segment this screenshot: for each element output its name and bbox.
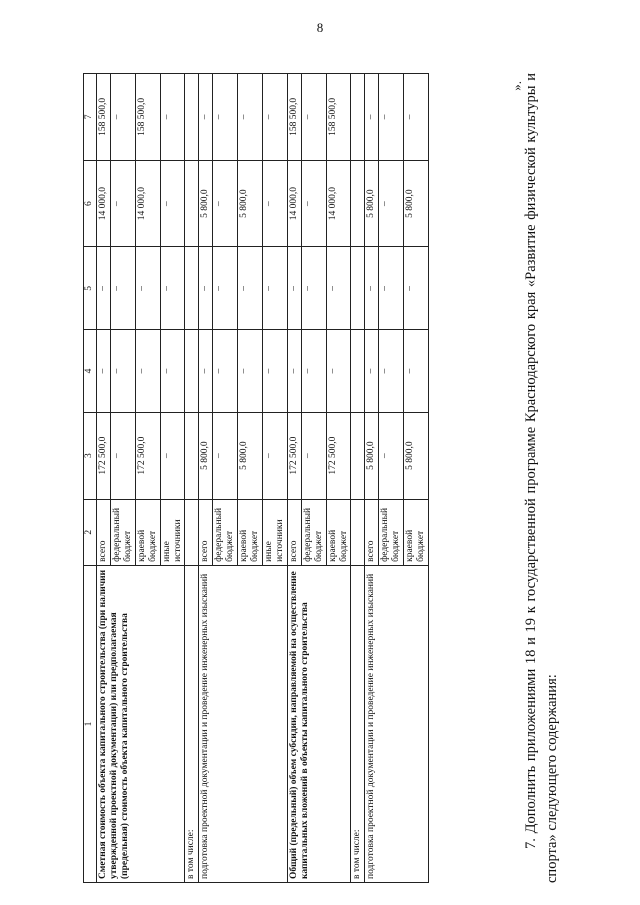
amount-cell: – <box>199 74 213 161</box>
amount-cell: 172 500,0 <box>97 412 111 499</box>
amount-cell: – <box>213 412 238 499</box>
empty-cell <box>351 499 365 565</box>
indicator-name: Сметная стоимость объекта капитального строительства (при наличии утвержденной проектной документации) или предполагаемая (предельная) стоимость объекта капитального строительства <box>97 565 185 882</box>
amount-cell: 172 500,0 <box>326 412 351 499</box>
funding-source: федеральный бюджет <box>110 499 135 565</box>
amount-cell: – <box>160 160 185 247</box>
empty-cell <box>185 160 199 247</box>
amount-cell: 5 800,0 <box>238 412 263 499</box>
amount-cell: – <box>213 330 238 413</box>
amount-cell: – <box>199 330 213 413</box>
amount-cell: – <box>110 74 135 161</box>
column-number: 4 <box>84 330 97 413</box>
amount-cell: – <box>365 74 379 161</box>
amount-cell: – <box>213 247 238 330</box>
funding-source: иные источники <box>262 499 287 565</box>
table-row <box>97 74 111 883</box>
amount-cell: 5 800,0 <box>404 412 429 499</box>
amount-cell: – <box>262 412 287 499</box>
table-row <box>351 74 365 883</box>
amount-cell: – <box>135 247 160 330</box>
amount-cell: 5 800,0 <box>199 412 213 499</box>
table-row <box>199 74 213 883</box>
table-row <box>287 74 301 883</box>
amount-cell: 14 000,0 <box>287 160 301 247</box>
amount-cell: – <box>110 330 135 413</box>
amount-cell: – <box>287 330 301 413</box>
indicator-name: подготовка проектной документации и проведение инженерных изысканий <box>365 565 429 882</box>
amount-cell: – <box>301 160 326 247</box>
amount-cell: 158 500,0 <box>326 74 351 161</box>
funding-source: краевой бюджет <box>238 499 263 565</box>
amount-cell: 5 800,0 <box>404 160 429 247</box>
funding-source: федеральный бюджет <box>213 499 238 565</box>
amount-cell: – <box>160 412 185 499</box>
header-row <box>84 74 97 883</box>
amount-cell: – <box>262 247 287 330</box>
amount-cell: 5 800,0 <box>365 160 379 247</box>
subsection-label: в том числе: <box>351 565 365 882</box>
funding-source: федеральный бюджет <box>301 499 326 565</box>
amount-cell: 172 500,0 <box>287 412 301 499</box>
amount-cell: – <box>379 247 404 330</box>
amount-cell: – <box>238 74 263 161</box>
amount-cell: – <box>199 247 213 330</box>
amount-cell: – <box>379 74 404 161</box>
funding-source: всего <box>97 499 111 565</box>
subsection-label: в том числе: <box>185 565 199 882</box>
amount-cell: – <box>135 330 160 413</box>
amount-cell: 5 800,0 <box>199 160 213 247</box>
amount-cell: – <box>110 247 135 330</box>
amount-cell: – <box>404 247 429 330</box>
amount-cell: – <box>301 74 326 161</box>
amount-cell: – <box>301 412 326 499</box>
amount-cell: – <box>97 330 111 413</box>
amount-cell: – <box>262 330 287 413</box>
closing-quote: ». <box>509 81 524 91</box>
amendment-paragraph: 7. Дополнить приложениями 18 и 19 к государственной программе Краснодарского края «Развитие физической культуры и спорта» следующего содержания: <box>523 73 560 883</box>
amount-cell: 172 500,0 <box>135 412 160 499</box>
empty-cell <box>185 330 199 413</box>
empty-cell <box>351 160 365 247</box>
funding-table <box>83 73 429 883</box>
column-number: 5 <box>84 247 97 330</box>
funding-source: федеральный бюджет <box>379 499 404 565</box>
amount-cell: – <box>262 160 287 247</box>
amount-cell: – <box>326 330 351 413</box>
column-number: 3 <box>84 412 97 499</box>
column-number: 2 <box>84 499 97 565</box>
column-number: 7 <box>84 74 97 161</box>
amount-cell: – <box>326 247 351 330</box>
amount-cell: 158 500,0 <box>97 74 111 161</box>
amount-cell: 14 000,0 <box>135 160 160 247</box>
amount-cell: 5 800,0 <box>365 412 379 499</box>
amount-cell: – <box>110 412 135 499</box>
rotated-content <box>83 73 560 883</box>
funding-source: краевой бюджет <box>326 499 351 565</box>
amount-cell: – <box>301 330 326 413</box>
funding-source: краевой бюджет <box>135 499 160 565</box>
page-number: 8 <box>316 20 324 35</box>
amount-cell: – <box>404 330 429 413</box>
funding-source: всего <box>365 499 379 565</box>
amount-cell: 5 800,0 <box>238 160 263 247</box>
amount-cell: – <box>238 247 263 330</box>
amount-cell: – <box>365 330 379 413</box>
amount-cell: – <box>404 74 429 161</box>
funding-source: всего <box>199 499 213 565</box>
amount-cell: – <box>287 247 301 330</box>
empty-cell <box>351 412 365 499</box>
column-number: 1 <box>84 565 97 882</box>
funding-source: всего <box>287 499 301 565</box>
amount-cell: – <box>379 160 404 247</box>
table-row <box>365 74 379 883</box>
table-row <box>185 74 199 883</box>
funding-source: иные источники <box>160 499 185 565</box>
indicator-name: Общий (предельный) объем субсидии, направляемой на осуществление капитальных вложений в объекты капитального строительства <box>287 565 351 882</box>
amount-cell: – <box>160 247 185 330</box>
empty-cell <box>185 412 199 499</box>
amount-cell: – <box>238 330 263 413</box>
amount-cell: – <box>262 74 287 161</box>
empty-cell <box>351 74 365 161</box>
amount-cell: – <box>110 160 135 247</box>
amount-cell: – <box>160 330 185 413</box>
amount-cell: – <box>379 412 404 499</box>
empty-cell <box>185 74 199 161</box>
amount-cell: – <box>213 74 238 161</box>
empty-cell <box>185 247 199 330</box>
amount-cell: – <box>365 247 379 330</box>
indicator-name: подготовка проектной документации и проведение инженерных изысканий <box>199 565 287 882</box>
column-number: 6 <box>84 160 97 247</box>
empty-cell <box>185 499 199 565</box>
amount-cell: 158 500,0 <box>287 74 301 161</box>
amount-cell: – <box>379 330 404 413</box>
amount-cell: 14 000,0 <box>97 160 111 247</box>
amount-cell: – <box>160 74 185 161</box>
amount-cell: – <box>301 247 326 330</box>
empty-cell <box>351 330 365 413</box>
funding-source: краевой бюджет <box>404 499 429 565</box>
amount-cell: 14 000,0 <box>326 160 351 247</box>
amount-cell: – <box>97 247 111 330</box>
amount-cell: – <box>213 160 238 247</box>
empty-cell <box>351 247 365 330</box>
amount-cell: 158 500,0 <box>135 74 160 161</box>
